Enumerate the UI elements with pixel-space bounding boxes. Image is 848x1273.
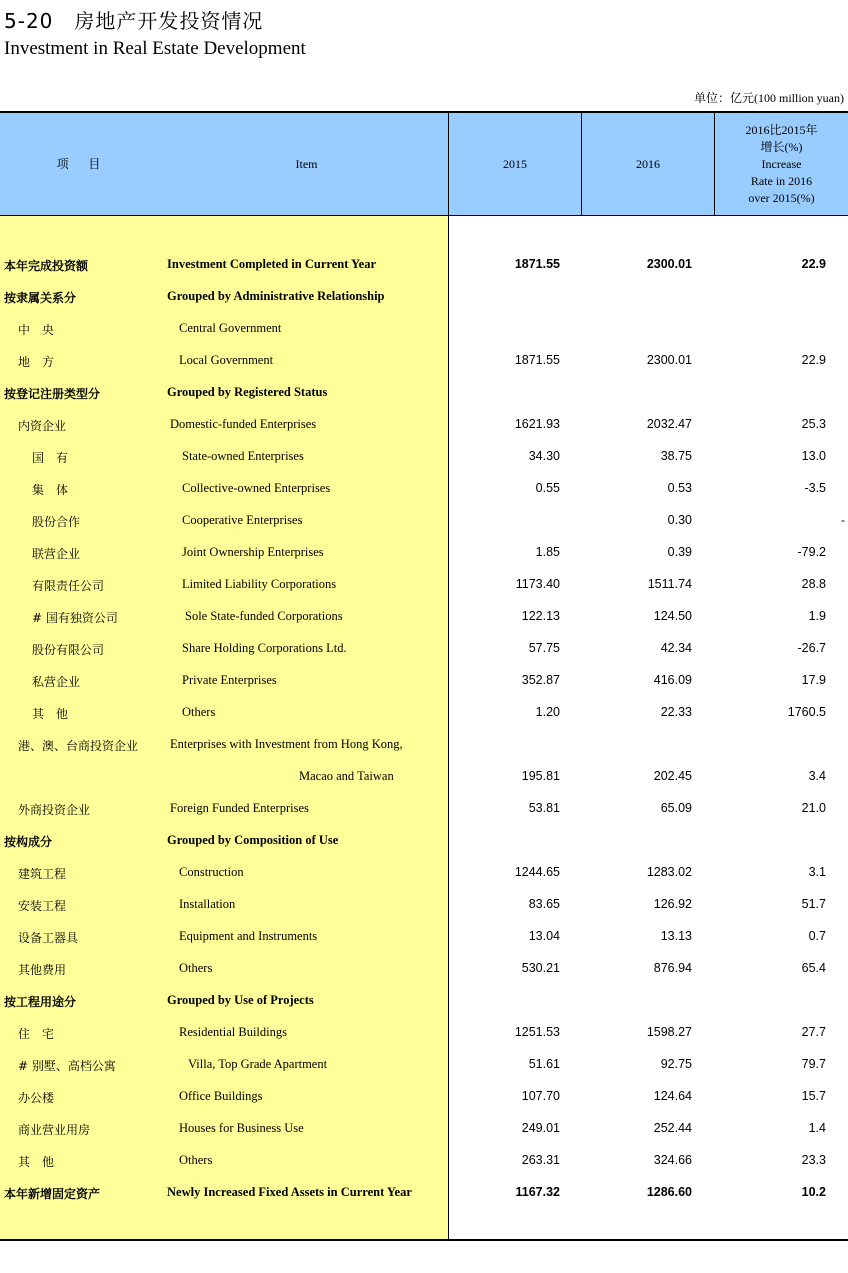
value-2016: 876.94 [653, 961, 692, 975]
value-2015: 107.70 [521, 1089, 560, 1103]
row-label-en: Villa, Top Grade Apartment [188, 1057, 328, 1071]
table-row [0, 569, 848, 601]
header-rate-line: over 2015(%) [748, 191, 815, 205]
value-growth-rate: 65.4 [801, 961, 826, 975]
value-2015: 1871.55 [514, 257, 560, 271]
row-label-en: Foreign Funded Enterprises [170, 801, 309, 815]
header-rate-line: Rate in 2016 [750, 174, 813, 188]
table-row [0, 377, 848, 409]
value-2015: 195.81 [521, 769, 560, 783]
row-label-en: Residential Buildings [179, 1025, 287, 1039]
row-label-cn: 内资企业 [18, 419, 67, 433]
row-label-cn: 商业营业用房 [18, 1123, 91, 1137]
value-2016: 42.34 [660, 641, 692, 655]
row-label-en: Newly Increased Fixed Assets in Current Year [167, 1185, 412, 1199]
value-2015: 13.04 [528, 929, 560, 943]
row-label-en: State-owned Enterprises [182, 449, 304, 463]
table-row [0, 793, 848, 825]
row-label-cn: 按隶属关系分 [4, 291, 77, 305]
value-2015: 1167.32 [515, 1185, 560, 1199]
value-2016: 1598.27 [646, 1025, 692, 1039]
value-growth-rate: 28.8 [801, 577, 826, 591]
row-label-en: Private Enterprises [182, 673, 277, 687]
row-label-en: Joint Ownership Enterprises [182, 545, 324, 559]
header-2015: 2015 [503, 157, 527, 171]
page-title-en: Investment in Real Estate Development [4, 38, 306, 59]
table-row [0, 505, 848, 537]
table-row [0, 1113, 848, 1145]
row-label-cn: 按工程用途分 [4, 995, 77, 1009]
value-2015: 249.01 [521, 1121, 560, 1135]
row-label-en: Houses for Business Use [179, 1121, 304, 1135]
header-growth-rate [715, 113, 848, 216]
value-growth-rate: 79.7 [801, 1057, 826, 1071]
value-2016: 124.50 [653, 609, 692, 623]
value-2015: 1871.55 [514, 353, 560, 367]
table-row [0, 1145, 848, 1177]
row-label-en: Installation [179, 897, 236, 911]
value-2015: 1251.53 [514, 1025, 560, 1039]
header-rate-line: 增长(%) [760, 140, 803, 154]
value-2016: 324.66 [653, 1153, 692, 1167]
value-growth-rate: 23.3 [801, 1153, 826, 1167]
table-row [0, 761, 848, 793]
table-row [0, 889, 848, 921]
value-growth-rate: 1760.5 [787, 705, 826, 719]
table-row [0, 1177, 848, 1209]
row-label-cn: 有限责任公司 [32, 579, 105, 593]
table-row [0, 633, 848, 665]
value-growth-rate: 25.3 [801, 417, 826, 431]
row-label-cn: 其他费用 [18, 963, 67, 977]
value-2015: 122.13 [521, 609, 560, 623]
row-label-cn: 地 方 [18, 355, 55, 369]
value-growth-rate: 51.7 [801, 897, 826, 911]
row-label-en: Macao and Taiwan [299, 769, 394, 783]
table-row [0, 345, 848, 377]
table-body [0, 249, 848, 1209]
row-label-en: Others [179, 961, 213, 975]
value-growth-rate: 15.7 [801, 1089, 826, 1103]
table-row [0, 1081, 848, 1113]
row-label-en: Collective-owned Enterprises [182, 481, 331, 495]
table-row [0, 1049, 848, 1081]
value-2016: 1286.60 [646, 1185, 692, 1199]
value-2015: 53.81 [528, 801, 560, 815]
row-label-en: Construction [179, 865, 244, 879]
value-growth-rate: 22.9 [801, 353, 826, 367]
row-label-en: Grouped by Administrative Relationship [167, 289, 385, 303]
header-rate-line: 2016比2015年 [745, 123, 818, 137]
value-2016: 2300.01 [646, 257, 692, 271]
value-growth-rate: 21.0 [801, 801, 826, 815]
row-label-cn: 国 有 [32, 451, 69, 465]
row-label-cn: 住 宅 [18, 1027, 55, 1041]
table-row [0, 249, 848, 281]
row-label-cn: 联营企业 [32, 547, 81, 561]
value-growth-rate: -79.2 [797, 545, 826, 559]
table-row [0, 729, 848, 761]
value-2016: 22.33 [660, 705, 692, 719]
row-label-cn: 按登记注册类型分 [4, 387, 101, 401]
row-label-en: Grouped by Registered Status [167, 385, 328, 399]
row-label-en: Investment Completed in Current Year [167, 257, 377, 271]
value-2016: 126.92 [653, 897, 692, 911]
row-label-cn: 外商投资企业 [18, 803, 91, 817]
value-growth-rate: -26.7 [797, 641, 826, 655]
row-label-cn: 其 他 [18, 1155, 55, 1169]
table-row [0, 601, 848, 633]
value-2015: 57.75 [528, 641, 560, 655]
value-2015: 1.85 [535, 545, 560, 559]
table-row [0, 921, 848, 953]
row-label-en: Central Government [179, 321, 282, 335]
value-2015: 34.30 [528, 449, 560, 463]
row-label-en: Others [182, 705, 216, 719]
row-label-cn: 建筑工程 [18, 867, 67, 881]
table-row [0, 697, 848, 729]
value-2015: 1.20 [535, 705, 560, 719]
page-title-cn: 5-20 房地产开发投资情况 [4, 9, 264, 33]
value-2015: 1621.93 [514, 417, 560, 431]
value-2016: 2032.47 [646, 417, 692, 431]
row-label-en: Sole State-funded Corporations [185, 609, 343, 623]
row-label-en: Equipment and Instruments [179, 929, 318, 943]
value-2015: 1244.65 [514, 865, 560, 879]
value-2016: 0.53 [667, 481, 692, 495]
value-2015: 1173.40 [515, 577, 560, 591]
value-2015: 83.65 [528, 897, 560, 911]
value-growth-rate: 17.9 [801, 673, 826, 687]
row-label-cn: # 国有独资公司 [32, 611, 118, 625]
value-2016: 1511.74 [647, 577, 692, 591]
row-label-cn: 按构成分 [4, 835, 53, 849]
value-2015: 51.61 [528, 1057, 560, 1071]
table-row [0, 953, 848, 985]
row-label-cn: 集 体 [32, 483, 69, 497]
value-2016: 65.09 [660, 801, 692, 815]
header-rate-line: Increase [761, 157, 802, 171]
row-label-en: Enterprises with Investment from Hong Kong, [170, 737, 403, 751]
table-row [0, 537, 848, 569]
value-2015: 263.31 [521, 1153, 560, 1167]
value-growth-rate: 1.9 [808, 609, 826, 623]
value-growth-rate: 22.9 [801, 257, 826, 271]
value-2016: 1283.02 [646, 865, 692, 879]
table-row [0, 473, 848, 505]
row-label-cn: 办公楼 [18, 1091, 55, 1105]
value-2016: 0.30 [667, 513, 692, 527]
value-growth-rate: 13.0 [801, 449, 826, 463]
value-2016: 13.13 [660, 929, 692, 943]
value-dash: - [841, 513, 845, 527]
value-2016: 124.64 [653, 1089, 692, 1103]
row-label-cn: 其 他 [32, 707, 69, 721]
header-item-cn: 项 目 [56, 157, 109, 171]
value-2015: 530.21 [521, 961, 560, 975]
value-2015: 0.55 [535, 481, 560, 495]
table-row [0, 441, 848, 473]
value-growth-rate: 1.4 [808, 1121, 826, 1135]
row-label-en: Share Holding Corporations Ltd. [182, 641, 347, 655]
row-label-cn: 中 央 [18, 323, 55, 337]
row-label-en: Others [179, 1153, 213, 1167]
value-2016: 92.75 [660, 1057, 692, 1071]
row-label-cn: 本年新增固定资产 [4, 1187, 101, 1201]
table-row [0, 825, 848, 857]
row-label-en: Domestic-funded Enterprises [170, 417, 317, 431]
row-label-en: Grouped by Composition of Use [167, 833, 339, 847]
row-label-en: Limited Liability Corporations [182, 577, 337, 591]
value-2016: 252.44 [653, 1121, 692, 1135]
row-label-cn: 设备工器具 [18, 931, 79, 945]
table-row [0, 1017, 848, 1049]
table-row [0, 281, 848, 313]
row-label-cn: 私营企业 [32, 675, 81, 689]
value-growth-rate: 0.7 [808, 929, 826, 943]
value-growth-rate: 3.4 [808, 769, 826, 783]
table-row [0, 985, 848, 1017]
row-label-en: Local Government [179, 353, 274, 367]
row-label-en: Office Buildings [179, 1089, 263, 1103]
table-bottom-rule [0, 1239, 848, 1241]
value-2016: 2300.01 [646, 353, 692, 367]
header-item-en: Item [295, 157, 318, 171]
value-2016: 202.45 [653, 769, 692, 783]
value-growth-rate: 3.1 [808, 865, 826, 879]
table-row [0, 313, 848, 345]
value-2016: 38.75 [660, 449, 692, 463]
value-2016: 416.09 [653, 673, 692, 687]
row-label-cn: 股份合作 [32, 515, 81, 529]
header-2016: 2016 [636, 157, 660, 171]
value-2015: 352.87 [521, 673, 560, 687]
row-label-cn: 股份有限公司 [32, 643, 105, 657]
table-row [0, 665, 848, 697]
row-label-en: Grouped by Use of Projects [167, 993, 314, 1007]
row-label-cn: 安装工程 [18, 899, 67, 913]
row-label-en: Cooperative Enterprises [182, 513, 303, 527]
table-row [0, 857, 848, 889]
row-label-cn: # 别墅、高档公寓 [18, 1059, 116, 1073]
value-2016: 0.39 [667, 545, 692, 559]
row-label-cn: 本年完成投资额 [4, 259, 89, 273]
unit-label: 单位：亿元(100 million yuan) [694, 91, 844, 105]
value-growth-rate: 10.2 [801, 1185, 826, 1199]
value-growth-rate: 27.7 [801, 1025, 826, 1039]
row-label-cn: 港、澳、台商投资企业 [18, 739, 139, 753]
value-growth-rate: -3.5 [804, 481, 826, 495]
table-row [0, 409, 848, 441]
